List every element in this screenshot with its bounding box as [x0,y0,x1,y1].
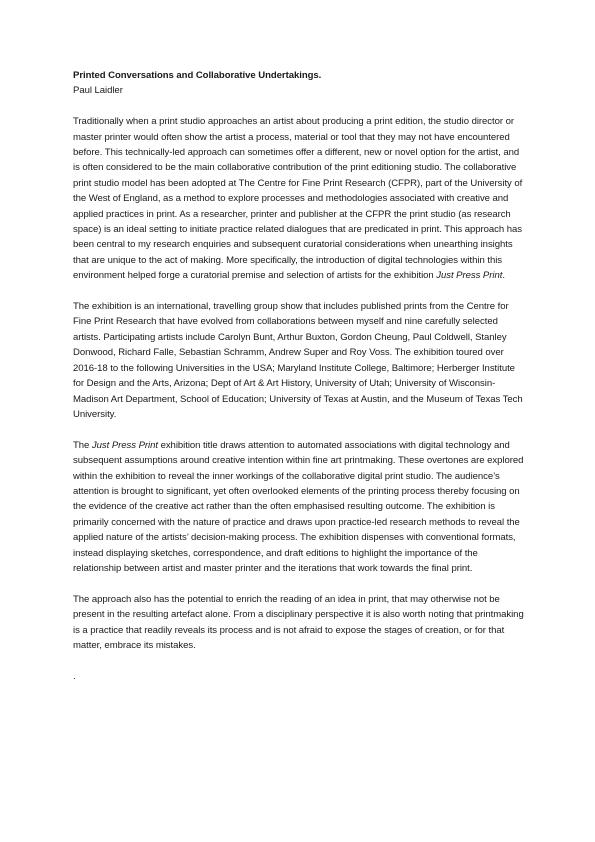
trailing-dot: . [73,670,76,682]
spacer [73,99,528,114]
paragraph-3 [73,438,528,577]
document-title: Printed Conversations and Collaborative Undertakings. [73,70,322,81]
paragraph-3-text: exhibition title draws attention to automated associations with digital technology and subsequent assumptions around creative intention within fine art printmaking. These overtones are explored within the exhibition to reveal the inner workings of the collaborative digital print studio. The audience’s attention is brought to significant, yet often overlooked elements of the printing process thereby focusing on the evidence of the creative act rather than the often emphasised resulting outcome. The exhibition is primarily concerned with the nature of practice and draws upon practice-led research methods to reveal the applied nature of the artists’ decision-making process. The exhibition dispenses with conventional formats, instead displaying sketches, correspondence, and draft editions to highlight the importance of the relationship between artist and master printer and the iterations that work towards the final print. [73,439,524,574]
paragraph-4: The approach also has the potential to enrich the reading of an idea in print, that may otherwise not be present in the resulting artefact alone. From a disciplinary perspective it is also worth noting that printmaking is a practice that readily reveals its process and is not afraid to expose the stages of creation, or for that matter, embrace its mistakes. [73,593,524,651]
paragraph-2: The exhibition is an international, travelling group show that includes published prints from the Centre for Fine Print Research that have evolved from collaborations between myself and nine carefully selected artists. Participating artists include Carolyn Bunt, Arthur Buxton, Gordon Cheung, Paul Coldwell, Stanley Donwood, Richard Falle, Sebastian Schramm, Andrew Super and Roy Voss. The exhibition toured over 2016-18 to the following Universities in the USA; Maryland Institute College, Baltimore; Herberger Institute for Design and the Arts, Arizona; Dept of Art & Art History, University of Utah; University of Wisconsin-Madison Art Department, School of Education; University of Texas at Austin, and the Museum of Texas Tech University. [73,301,523,420]
spacer [73,422,528,437]
paragraph-1-end: . [502,270,505,282]
paragraph-1-text: Traditionally when a print studio approaches an artist about producing a print edition, the studio director or master printer would often show the artist a process, material or tool that they may not have encountered before. This technically-led approach can sometimes offer a different, new or novel option for the artist, and is often considered to be the main collaborative contribution of the print editioning studio. The collaborative print studio model has been adopted at The Centre for Fine Print Research (CFPR), part of the University of the West of England, as a method to explore processes and methodologies associated with creative and applied practices in print. As a researcher, printer and publisher at the CFPR the print studio (as research space) is an ideal setting to initiate practice related dialogues that are predicated in print. This approach has been central to my research enquiries and subsequent curatorial considerations when unearthing insights that are unique to the act of making. More specifically, the introduction of digital technologies within this environment helped forge a curatorial premise and selection of artists for the exhibition [73,116,523,282]
paragraph-1 [73,114,528,283]
spacer [73,576,528,591]
paragraph-3-start: The [73,439,92,451]
exhibition-title-italic: Just Press Print [91,439,158,451]
spacer [73,284,528,299]
exhibition-title-italic: Just Press Print [436,270,503,282]
document-page [73,68,528,684]
spacer [73,653,528,668]
author-name: Paul Laidler [73,85,123,97]
